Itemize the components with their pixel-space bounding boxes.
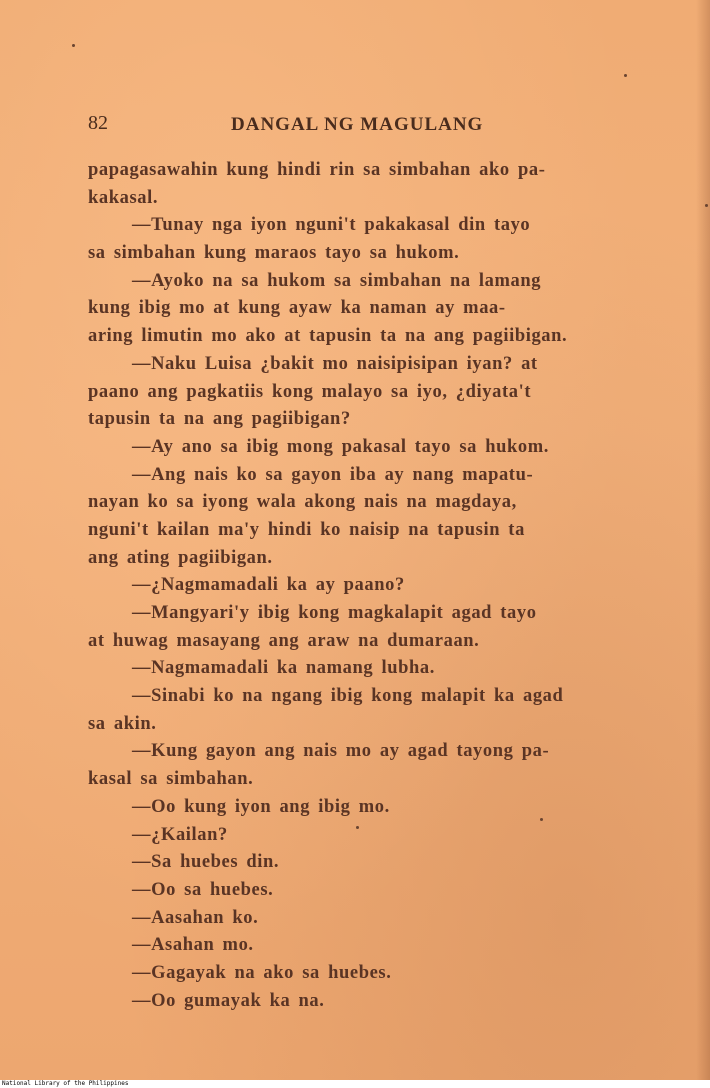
text-line: —Oo gumayak ka na. <box>132 990 325 1011</box>
body-text <box>88 157 658 1015</box>
text-line: —Asahan mo. <box>132 935 254 956</box>
page-number: 82 <box>88 112 108 134</box>
text-line: —Mangyari'y ibig kong magkalapit agad tayo <box>132 603 537 623</box>
text-line: papagasawahin kung hindi rin sa simbahan ako pa- <box>88 160 546 180</box>
text-line: nguni't kailan ma'y hindi ko naisip na tapusin ta <box>88 519 525 540</box>
text-line: —Gagayak na ako sa huebes. <box>132 962 392 983</box>
paper-speck <box>705 204 708 207</box>
text-line: —Sa huebes din. <box>132 852 280 873</box>
text-line: —Ayoko na sa hukom sa simbahan na lamang <box>132 270 542 291</box>
running-head: DANGAL NG MAGULANG <box>231 114 484 135</box>
library-credit: National Library of the Philippines <box>2 1080 129 1087</box>
text-line: nayan ko sa iyong wala akong nais na magdaya, <box>88 492 517 513</box>
paper-speck <box>540 818 543 821</box>
page-edge-shadow <box>696 0 710 1080</box>
text-line: paano ang pagkatiis kong malayo sa iyo, ¿diyata't <box>88 381 532 402</box>
text-line: ang ating pagiibigan. <box>88 547 273 568</box>
text-line: at huwag masayang ang araw na dumaraan. <box>88 630 480 651</box>
text-line: kasal sa simbahan. <box>88 769 254 790</box>
text-line: sa simbahan kung maraos tayo sa hukom. <box>88 243 460 264</box>
text-line: —Aasahan ko. <box>132 907 259 928</box>
text-line: tapusin ta na ang pagiibigan? <box>88 409 351 430</box>
paper-speck <box>72 44 75 47</box>
text-line: —Kung gayon ang nais mo ay agad tayong pa- <box>132 741 550 762</box>
paper-speck <box>356 826 359 829</box>
text-line: —Naku Luisa ¿bakit mo naisipisipan iyan? at <box>132 353 538 374</box>
text-line: —Oo kung iyon ang ibig mo. <box>132 796 390 817</box>
paper-speck <box>624 74 627 77</box>
text-line: —¿Kailan? <box>132 824 228 845</box>
text-line: —Sinabi ko na ngang ibig kong malapit ka agad <box>132 686 564 707</box>
text-line: kakasal. <box>88 187 159 208</box>
text-line: kung ibig mo at kung ayaw ka naman ay maa- <box>88 298 506 319</box>
text-line: —Ay ano sa ibig mong pakasal tayo sa hukom. <box>132 436 549 457</box>
page-header <box>88 112 558 142</box>
text-line: —¿Nagmamadali ka ay paano? <box>132 575 405 596</box>
text-line: —Nagmamadali ka namang lubha. <box>132 658 435 679</box>
text-line: sa akin. <box>88 713 157 734</box>
text-line: —Tunay nga iyon nguni't pakakasal din tayo <box>132 215 531 236</box>
text-line: —Ang nais ko sa gayon iba ay nang mapatu- <box>132 464 534 485</box>
text-line: —Oo sa huebes. <box>132 879 274 900</box>
text-line: aring limutin mo ako at tapusin ta na ang pagiibigan. <box>88 326 568 347</box>
